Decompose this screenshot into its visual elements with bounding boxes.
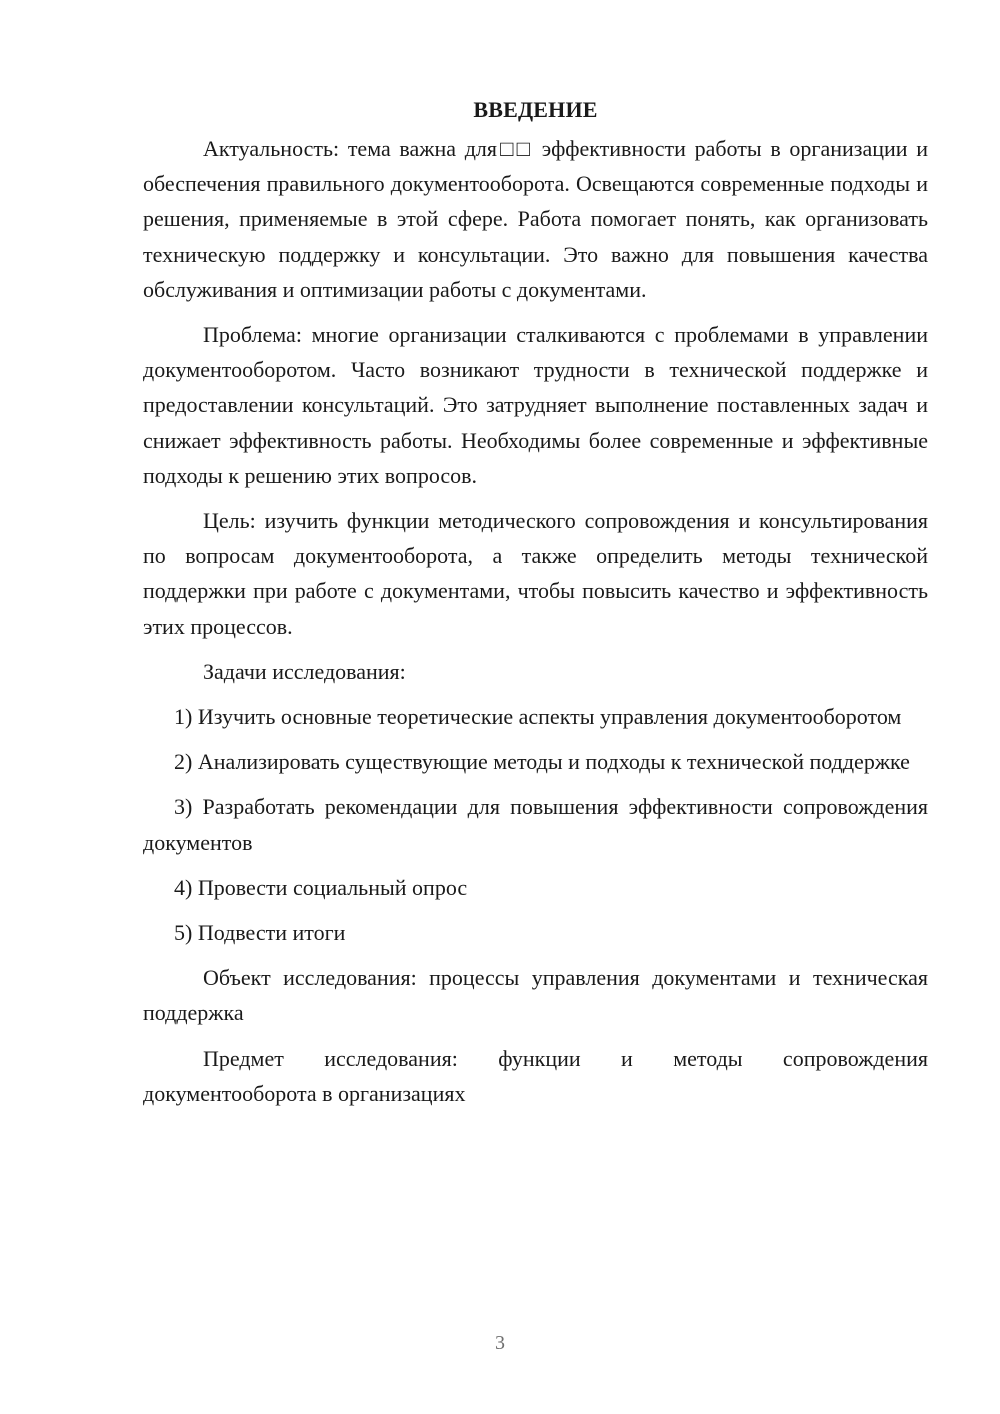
list-item: 2) Анализировать существующие методы и подходы к технической поддержке [174,749,910,775]
object-paragraph: Объект исследования: процессы управления документами и техническая поддержка [143,965,928,1026]
list-item: 5) Подвести итоги [174,920,346,946]
relevance-paragraph: Актуальность: тема важна для□□ эффективности работы в организации и обеспечения правильного документооборота. Освещаются современные подходы и решения, применяемые в этой сфере. Работа помогает понять, как организовать техническую поддержку и консультации. Это важно для повышения качества обслуживания и оптимизации работы с документами. [143,136,928,302]
goal-paragraph: Цель: изучить функции методического сопровождения и консультирования по вопросам документооборота, а также определить методы технической поддержки при работе с документами, чтобы повысить качество и эффективность этих процессов. [143,508,928,639]
list-item: 1) Изучить основные теоретические аспекты управления документооборотом [174,704,902,730]
tasks-intro: Задачи исследования: [203,658,406,684]
list-item: 4) Провести социальный опрос [174,874,468,900]
tasks-list [143,699,928,950]
list-item: 3) Разработать рекомендации для повышения эффективности сопровождения документов [143,794,928,855]
page-title: ВВЕДЕНИЕ [473,97,598,122]
document-page [143,92,928,1121]
page-number: 3 [495,1332,505,1354]
problem-paragraph: Проблема: многие организации сталкиваются с проблемами в управлении документооборотом. Часто возникают трудности в технической поддержке и предоставлении консультаций. Это затрудняет выполнение поставленных задач и снижает эффективность работы. Необходимы более современные и эффективные подходы к решению этих вопросов. [143,322,928,488]
subject-paragraph: Предмет исследования: функции и методы сопровождения документооборота в организациях [143,1045,928,1106]
